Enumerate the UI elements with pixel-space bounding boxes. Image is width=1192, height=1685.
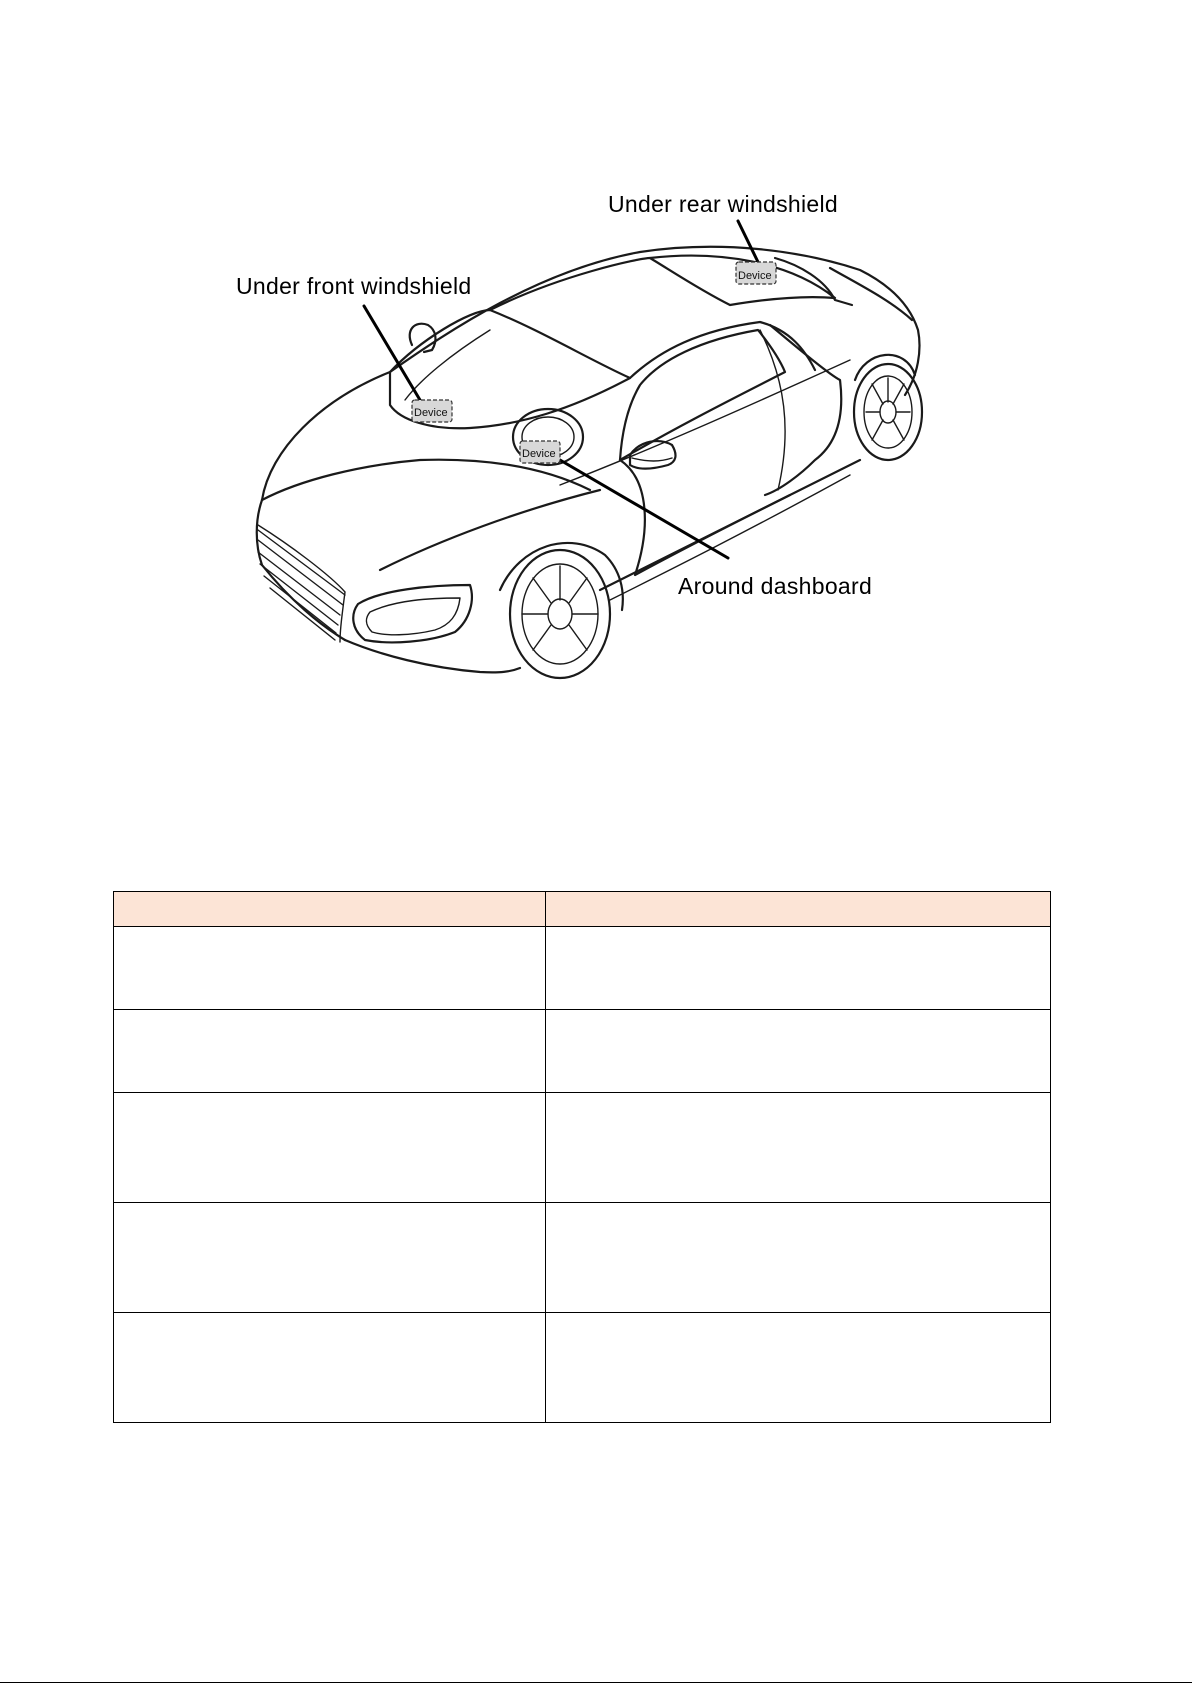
table-cell [114,1203,546,1313]
table-row [114,1010,1051,1093]
table-row [114,927,1051,1010]
table-cell [546,1010,1051,1093]
table-cell [114,1093,546,1203]
table-cell [546,927,1051,1010]
table-header-cell [546,892,1051,927]
device-marker-dashboard [520,441,560,463]
table-cell [114,1010,546,1093]
table-cell [546,1093,1051,1203]
page-bottom-rule [0,1682,1192,1683]
table-cell [546,1203,1051,1313]
callout-around-dashboard: Around dashboard [678,573,873,599]
device-marker-rear [736,262,776,284]
device-label-front: Device [414,407,448,419]
installation-table [113,891,1051,1423]
table-header-cell [114,892,546,927]
table-cell [546,1313,1051,1423]
callout-rear-windshield: Under rear windshield [608,191,839,217]
table-row [114,1203,1051,1313]
device-marker-front [412,400,452,422]
leader-rear [738,221,758,262]
callout-front-windshield: Under front windshield [236,273,472,299]
table-row [114,1313,1051,1423]
device-label-dashboard: Device [522,448,556,460]
table-cell [114,1313,546,1423]
table-cell [114,927,546,1010]
table-header-row [114,892,1051,927]
device-label-rear: Device [738,270,772,282]
table-row [114,1093,1051,1203]
car-installation-diagram [0,0,1192,720]
car-drawing [257,247,922,678]
